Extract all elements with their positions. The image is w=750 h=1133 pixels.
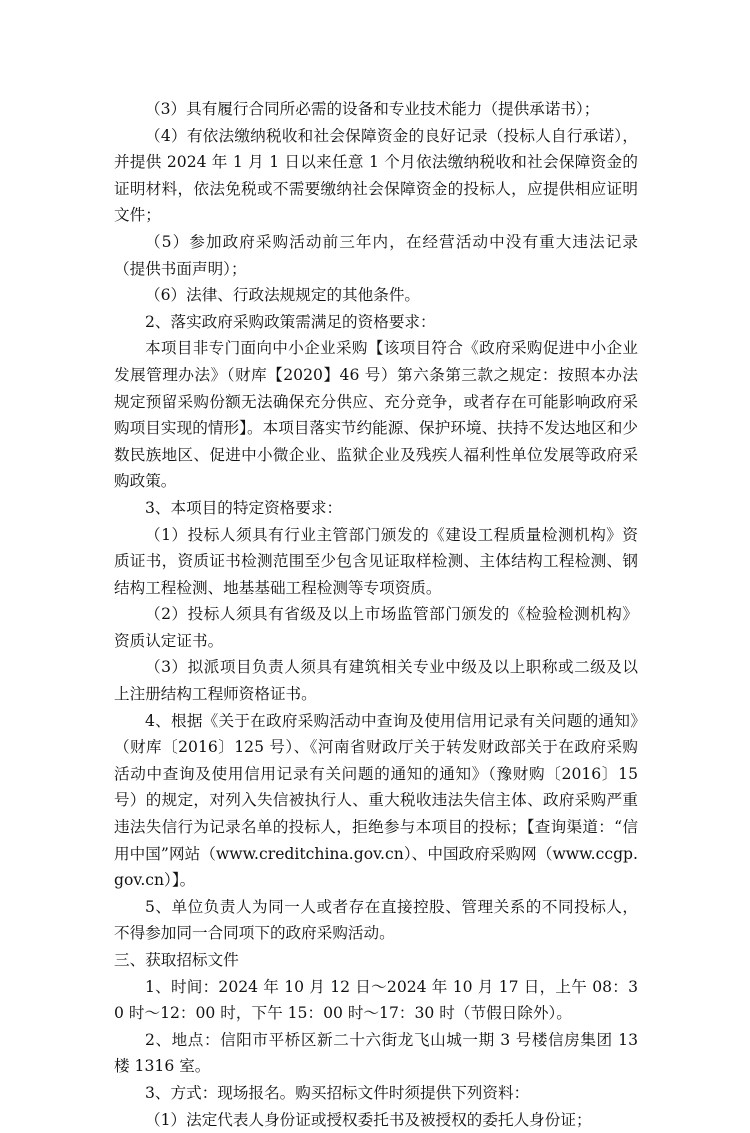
paragraph: （6）法律、行政法规规定的其他条件。 — [145, 286, 421, 305]
section-heading: 三、获取招标文件 — [114, 951, 239, 969]
paragraph: 1、时间：2024 年 10 月 12 日～2024 年 10 月 17 日，上午 08：30 时～12：00 时，下午 15：00 时～17：30 时（节假日除外）。 — [114, 977, 638, 1023]
paragraph: 本项目非专门面向中小企业采购【该项目符合《政府采购促进中小企业发展管理办法》（财库【2020】46 号）第六条第三款之规定：按照本办法规定预留采购份额无法确保充分供应、充分竞争，或者存在可能影响政府采购项目实现的情形】。本项目落实节约能源、保护环境、扶持不发达地区和少数民族地区、促进中小微企业、监狱企业及残疾人福利性单位发展等政府采购政策。 — [114, 339, 638, 491]
paragraph: （1）投标人须具有行业主管部门颁发的《建设工程质量检测机构》资质证书，资质证书检测范围至少包含见证取样检测、主体结构工程检测、钢结构工程检测、地基基础工程检测等专项资质。 — [114, 525, 638, 597]
paragraph: 2、地点：信阳市平桥区新二十六街龙飞山城一期 3 号楼信房集团 13 楼 1316 室。 — [114, 1030, 638, 1076]
paragraph: （3）具有履行合同所必需的设备和专业技术能力（提供承诺书）； — [145, 100, 600, 118]
paragraph: 5、单位负责人为同一人或者存在直接控股、管理关系的不同投标人，不得参加同一合同项下的政府采购活动。 — [114, 897, 638, 943]
paragraph: （1）法定代表人身份证或授权委托书及被授权的委托人身份证； — [145, 1110, 592, 1129]
paragraph: （3）拟派项目负责人须具有建筑相关专业中级及以上职称或二级及以上注册结构工程师资格证书。 — [114, 658, 638, 704]
paragraph: （2）投标人须具有省级及以上市场监管部门颁发的《检验检测机构》资质认定证书。 — [114, 605, 638, 650]
paragraph: 3、本项目的特定资格要求： — [145, 498, 343, 517]
document-body — [114, 96, 638, 1133]
paragraph: （5）参加政府采购活动前三年内，在经营活动中没有重大违法记录（提供书面声明）； — [114, 232, 638, 278]
paragraph: 4、根据《关于在政府采购活动中查询及使用信用记录有关问题的通知》（财库〔2016〕125 号）、《河南省财政厅关于转发财政部关于在政府采购活动中查询及使用信用记录有关问题的通知的通知》（豫财购〔2016〕15 号）的规定，对列入失信被执行人、重大税收违法失信主体、政府采购严重违法失信行为记录名单的投标人，拒绝参与本项目的投标；【查询渠道：“信用中国”网站（www.creditchina.gov.cn）、中国政府采购网（www.ccgp.gov.cn）】。 — [114, 711, 638, 890]
paragraph: 3、方式：现场报名。购买招标文件时须提供下列资料： — [145, 1083, 530, 1102]
paragraph: （4）有依法缴纳税收和社会保障资金的良好记录（投标人自行承诺），并提供 2024 年 1 月 1 日以来任意 1 个月依法缴纳税收和社会保障资金的证明材料，依法免税或不需要缴纳社会保障资金的投标人，应提供相应证明文件； — [114, 126, 638, 225]
paragraph: 2、落实政府采购政策需满足的资格要求： — [145, 312, 436, 331]
